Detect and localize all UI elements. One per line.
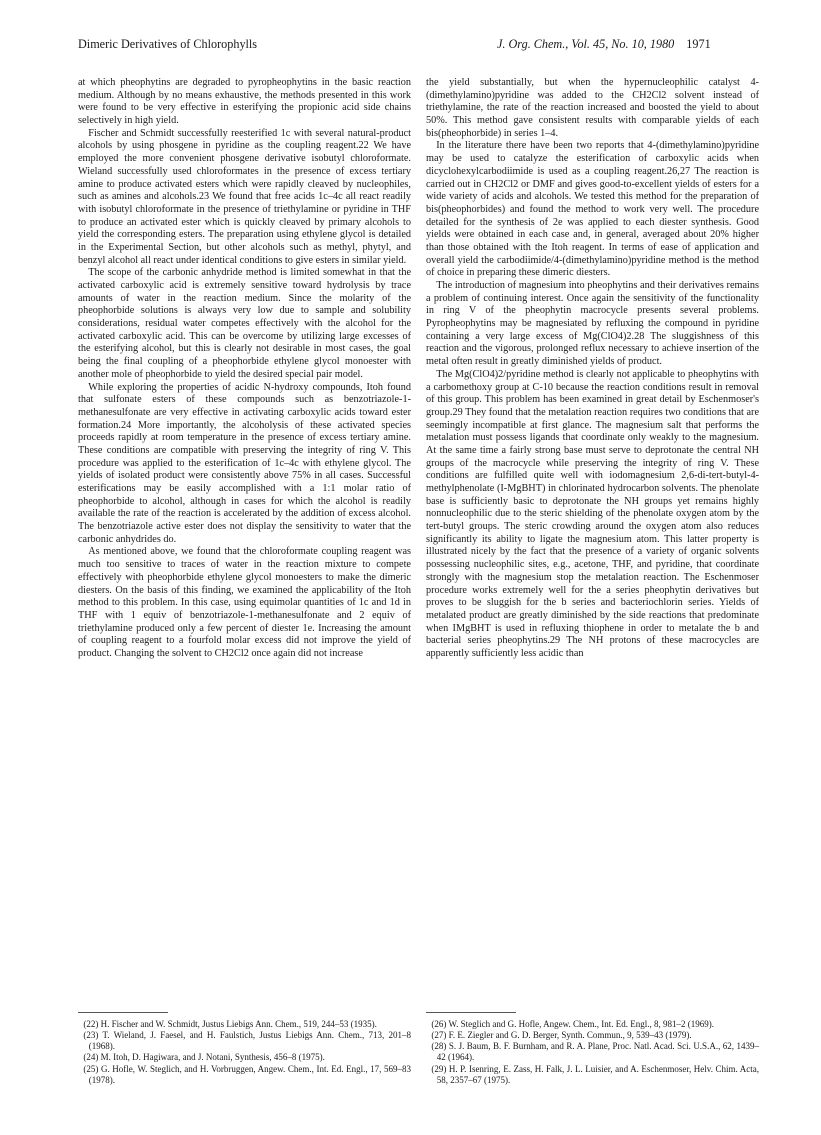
right-paragraph-4: The Mg(ClO4)2/pyridine method is clearly not applicable to pheophytins with a carbomethoxy group at C-10 because the reaction conditions result in removal of this group. This problem has been examined in great detail by Eschenmoser's group.29 They found that the metalation reaction requires two conditions that are seemingly incompatible at first glance. The magnesium salt that performs the metalation must possess ligands that coordinate only weakly to the magnesium. At the same time a fairly strong base must serve to deprotonate the central NH groups of the macrocycle while preserving the integrity of ring V. These conditions are fulfilled quite well with iodomagnesium 2,6-di-tert-butyl-4-methylphenolate (I-MgBHT) in chlorinated hydrocarbon solvents. The phenolate base is sufficiently basic to deprotonate the NH groups yet remains highly nonnucleophilic due to the steric shielding of the phenolate oxygen atom by the tert-butyl groups. The steric crowding around the oxygen atom also reduces significantly its ability to ligate the magnesium atom. This latter property is illustrated nicely by the fact that the presence of a variety of organic solvents possessing nucleophilic sites, e.g., acetone, THF, and pyridine, that coordinate strongly with the magnesium stop the metalation reaction. The Eschenmoser procedure works extremely well for the a series pheophytin derivatives but proves to be sluggish for the b series and bacteriochlorin series. Yields of metalated product are greatly diminished by the side reactions that predominate when IMgBHT is used in refluxing thiophene in order to metalate the b and bacterial series pheophytins.29 The NH protons of these macrocycles are apparently sufficiently less acidic than: [426, 368, 759, 659]
journal-name: J. Org. Chem., Vol. 45, No. 10, 1980: [497, 37, 675, 51]
right-paragraph-1: the yield substantially, but when the hypernucleophilic catalyst 4-(dimethylamino)pyridine was added to the CH2Cl2 solvent instead of triethylamine, the rate of the reaction increased and boosted the yield to about 50%. This method gave consistent results with comparable yields of each bis(pheophorbide) in series 1–4.: [426, 77, 759, 139]
left-paragraph-2: Fischer and Schmidt successfully reesterified 1c with several natural-product alcohols by using phosgene in pyridine as the coupling reagent.22 We have employed the more convenient phosgene derivative isobutyl chloroformate. Wieland successfully used chloroformates in the presence of excess tertiary amine to produce activated esters which were rapidly cleaved by nucleophiles, such as amines and alcohols.23 We found that free acids 1c–4c all react readily with isobutyl chloroformate in the presence of triethylamine or pyridine in THF to produce an activated ester which is quickly cleaved by primary alcohols to yield the corresponding esters. The preparation using ethylene glycol is detailed in the Experimental Section, but other alcohols such as methyl, phytyl, and benzyl alcohol all react under identical conditions to give esters in similar yield.: [78, 127, 411, 266]
footnote-29: (29) H. P. Isenring, E. Zass, H. Falk, J. L. Luisier, and A. Eschenmoser, Helv. Chim. Acta, 58, 2357–67 (1975).: [431, 1063, 759, 1085]
footnotes-right: [426, 1019, 759, 1086]
running-head: [0, 37, 821, 53]
left-paragraph-1: at which pheophytins are degraded to pyropheophytins in the basic reaction medium. Although by no means exhaustive, the methods presented in this work were found to be very effective in esterifying the propionic acid side chains selectively in high yield.: [78, 77, 411, 127]
footnote-22: (22) H. Fischer and W. Schmidt, Justus Liebigs Ann. Chem., 519, 244–53 (1935).: [83, 1019, 377, 1029]
footnote-divider-right: [426, 1012, 516, 1013]
left-column: [78, 77, 411, 661]
journal-citation: [497, 37, 711, 52]
footnote-23: (23) T. Wieland, J. Faesel, and H. Faulstich, Justus Liebigs Ann. Chem., 713, 201–8 (1968).: [83, 1030, 411, 1052]
footnote-25: (25) G. Hofle, W. Steglich, and H. Vorbruggen, Angew. Chem., Int. Ed. Engl., 17, 569–83 (1978).: [83, 1063, 411, 1085]
footnote-26: (26) W. Steglich and G. Hofle, Angew. Chem., Int. Ed. Engl., 8, 981–2 (1969).: [431, 1019, 715, 1029]
left-paragraph-4: While exploring the properties of acidic N-hydroxy compounds, Itoh found that sulfonate esters of these compounds such as benzotriazole-1-methanesulfonate are very effective in activating carboxylic acids toward ester formation.24 More importantly, the alcoholysis of these activated species proceeds rapidly at room temperature in the presence of excess tertiary amine. These conditions are compatible with preserving the integrity of ring V. This procedure was applied to the esterification of 1c–4c with ethylene glycol. The yields of isolated product were consistently above 75% in all cases. Successful esterifications may be easily accomplished with a 1:1 molar ratio of pheophorbide to alcohol, although in cases for which the alcohol is readily available the rate of the reaction is accelerated by the addition of excess alcohol. The benzotriazole active ester does not display the sensitivity to water that the carbonic anhydrides do.: [78, 381, 411, 545]
right-column: [426, 77, 759, 661]
footnote-divider-left: [78, 1012, 168, 1013]
running-head-title: Dimeric Derivatives of Chlorophylls: [78, 37, 258, 51]
right-paragraph-3: The introduction of magnesium into pheophytins and their derivatives remains a problem of continuing interest. Once again the sensitivity of the functionality in ring V of the pheophytin macrocycle presents several problems. Pyropheophytins may be magnesiated by refluxing the compound in pyridine containing a very large excess of Mg(ClO4)2.28 The sluggishness of this reaction and the vigorous, prolonged reflux necessary to achieve insertion of the metal often result in greatly diminished yields of product.: [426, 280, 759, 368]
footnote-27: (27) F. E. Ziegler and G. D. Berger, Synth. Commun., 9, 539–43 (1979).: [431, 1030, 692, 1041]
footnote-28: (28) S. J. Baum, B. F. Burnham, and R. A. Plane, Proc. Natl. Acad. Sci. U.S.A., 62, 1439–42 (1964).: [431, 1041, 759, 1063]
page-number: 1971: [686, 37, 711, 51]
right-paragraph-2: In the literature there have been two reports that 4-(dimethylamino)pyridine may be used to catalyze the esterification of carboxylic acids when dicyclohexylcarbodiimide is used as a coupling reagent.26,27 The reaction is carried out in CH2Cl2 or DMF and gives good-to-excellent yields of esters for a wide variety of acids and alcohols. We tested this method for the preparation of bis(pheophorbides) and found the method to work very well. The procedure detailed for the synthesis of 2e was applied to each diester synthesis. Good yields were obtained in each case and, in general, averaged about 20% higher than those obtained with the Itoh reagent. In terms of ease of application and overall yield the carbodiimide/4-(dimethylamino)pyridine method is the method of choice in preparing these dimeric diesters.: [426, 140, 759, 279]
left-paragraph-5: As mentioned above, we found that the chloroformate coupling reagent was much too sensitive to traces of water in the reaction mixture to compete effectively with pheophorbide ethylene glycol monoesters to make the dimeric diesters. On the basis of this finding, we examined the applicability of the Itoh method to this problem. In this case, using equimolar quantities of 1c and 1d in THF with 1 equiv of benzotriazole-1-methanesulfonate and 2 equiv of triethylamine produced only a few percent of diester 1e. Increasing the amount of coupling reagent to a fourfold molar excess did not improve the yield of product. Changing the solvent to CH2Cl2 once again did not increase: [78, 546, 411, 659]
left-paragraph-3: The scope of the carbonic anhydride method is limited somewhat in that the activated carboxylic acid is extremely sensitive toward hydrolysis by trace amounts of water in the reaction medium. Since the molarity of the pheophorbide solutions is always very low due to sample and solubility considerations, residual water competes effectively with the alcohol for the activated carboxylic acid. This can be overcome by utilizing large excesses of the esterifying alcohol, but this is clearly not desirable in most cases, the goal being the final coupling of a pheophorbide ethylene glycol monoester with another mole of pheophorbide to yield the desired special pair model.: [78, 267, 411, 380]
footnotes-left: [78, 1019, 411, 1086]
footnote-24: (24) M. Itoh, D. Hagiwara, and J. Notani, Synthesis, 456–8 (1975).: [83, 1052, 325, 1063]
